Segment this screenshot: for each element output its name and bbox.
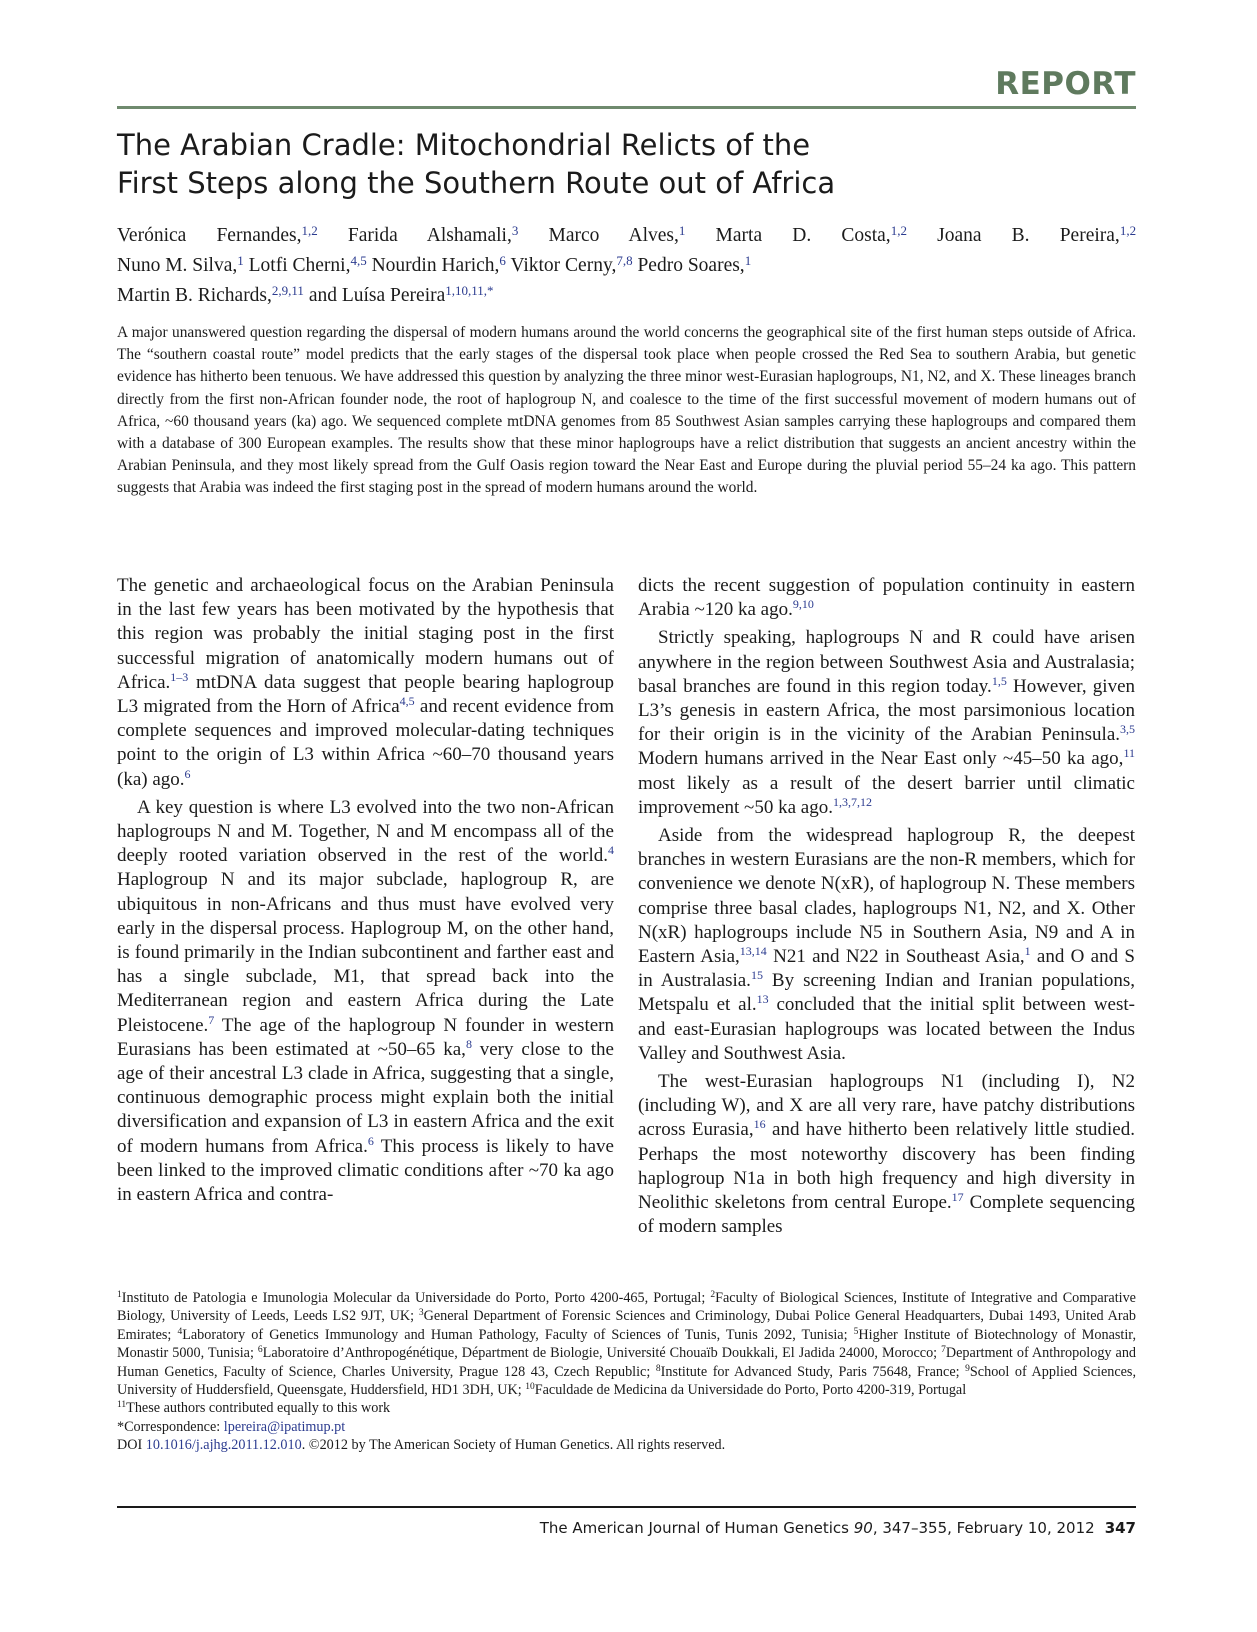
author: Marta D. Costa, [715, 225, 891, 246]
author-affiliation: 1 [678, 223, 686, 238]
citation-link[interactable]: 13 [756, 992, 769, 1007]
author: Farida Alshamali, [347, 225, 512, 246]
author-affiliation: 6 [499, 253, 506, 268]
citation-link[interactable]: 16 [753, 1117, 766, 1132]
author-line-3 [117, 278, 1136, 308]
title-line-1: The Arabian Cradle: Mitochondrial Relicts of the [117, 128, 811, 162]
citation-link[interactable]: 4 [608, 843, 614, 858]
body-column-left [117, 574, 614, 1207]
citation-link[interactable]: 15 [750, 968, 763, 983]
author-affiliation: 1,2 [301, 223, 318, 238]
author-affiliation: 3 [511, 223, 519, 238]
affiliations-note: $^1$Instituto de Patologia e Imunologia Molecular da Universidade do Porto, Porto 4200-465, Portugal; $^2$Faculty of Biological Sciences, Institute of Integrative and Comparative Biology, University of Leeds, Leeds LS2 9JT, UK; $^3$General Department of Forensic Sciences and Criminology, Dubai Police General Headquarters, Dubai 1493, United Arab Emirates; $^4$Laboratory of Genetics Immunology and Human Pathology, Faculty of Sciences of Tunis, Tunis 2092, Tunisia; $^5$Higher Institute of Biotechnology of Monastir, Monastir 5000, Tunisia; $^6$Laboratoire d’Anthropogénétique, Départment de Biologie, Université Chouaïb Doukkali, El Jadida 24000, Morocco; $^7$Department of Anthropology and Human Genetics, Faculty of Science, Charles University, Prague 128 43, Czech Republic; $^8$Institute for Advanced Study, Paris 75648, France; $^9$School of Applied Sciences, University of Huddersfield, Queensgate, Huddersfield, HD1 3DH, UK; $^{10}$Faculdade de Medicina da Universidade do Porto, Porto 4200-319, Portugal [117, 1290, 1137, 1399]
citation-link[interactable]: 4,5 [399, 694, 415, 709]
footnotes [117, 1289, 1136, 1455]
citation-link[interactable]: 17 [951, 1190, 964, 1205]
body-paragraph: Aside from the widespread haplogroup R, the deepest branches in western Eurasians are the non-R members, which for convenience we denote N(xR), of haplogroup N. These members comprise three basal clades, haplogroups N1, N2, and X. Other N(xR) haplogroups include N5 in Southern Asia, N9 and A in Eastern Asia,$^{13,14}$ N21 and N22 in Southeast Asia,$^1$ and O and S in Australasia.$^{15}$ By screening Indian and Iranian populations, Metspalu et al.$^{13}$ concluded that the initial split between west- and east-Eurasian haplogroups was located between the Indus Valley and Southwest Asia. [638, 825, 1135, 1064]
author-affiliation: 7,8 [616, 253, 633, 268]
doi-link[interactable]: 10.1016/j.ajhg.2011.12.010 [145, 1437, 302, 1454]
journal-volume: 90 [853, 1519, 873, 1537]
citation-link[interactable]: 6 [367, 1133, 374, 1148]
body-paragraph: The west-Eurasian haplogroups N1 (including I), N2 (including W), and X are all very rare, have patchy distributions across Eurasia,$^{16}$ and have hitherto been relatively little studied. Perhaps the most noteworthy discovery has been finding haplogroup N1a in both high frequency and high diversity in Neolithic skeletons from central Europe.$^{17}$ Complete sequencing of modern samples [638, 1071, 1135, 1238]
equal-contribution-note: $^{11}$These authors contributed equally to this work [117, 1400, 391, 1417]
citation-link[interactable]: 1,5 [991, 673, 1007, 688]
body-paragraph: The genetic and archaeological focus on the Arabian Peninsula in the last few years has been motivated by the hypothesis that this region was probably the initial staging post in the first successful migration of anatomically modern humans out of Africa.$^{1-3}$ mtDNA data suggest that people bearing haplogroup L3 migrated from the Horn of Africa$^{4,5}$ and recent evidence from complete sequences and improved molecular-dating techniques point to the origin of L3 within Africa ~60–70 thousand years (ka) ago.$^6$ [117, 575, 614, 790]
author-affiliation: 1 [744, 253, 752, 268]
author-affiliation: 1,10,11,* [445, 283, 494, 298]
author: Verónica Fernandes, [117, 225, 302, 246]
body-paragraph: A key question is where L3 evolved into the two non-African haplogroups N and M. Together, N and M encompass all of the deeply rooted variation observed in the rest of the world.$^4$ Haplogroup N and its major subclade, haplogroup R, are ubiquitous in non-Africans and thus must have evolved very early in the dispersal process. Haplogroup M, on the other hand, is found primarily in the Indian subcontinent and farther east and has a single subclade, M1, that spread back into the Mediterranean region and eastern Africa during the Late Pleistocene.$^7$ The age of the haplogroup N founder in western Eurasians has been estimated at ~50–65 ka,$^8$ very close to the age of their ancestral L3 clade in Africa, suggesting that a single, continuous demographic process might explain both the initial diversification and expansion of L3 in eastern Africa and the exit of modern humans from Africa.$^6$ This process is likely to have been linked to the improved climatic conditions after ~70 ka ago in eastern Africa and contra- [117, 796, 614, 1206]
body-paragraph: dicts the recent suggestion of population continuity in eastern Arabia ~120 ka ago.$^{9,10}$ [638, 575, 1135, 621]
journal-name: The American Journal of Human Genetics [539, 1519, 854, 1537]
abstract: A major unanswered question regarding the dispersal of modern humans around the world concerns the geographical site of the first human steps outside of Africa. The “southern coastal route” model predicts that the early stages of the dispersal took place when people crossed the Red Sea to southern Arabia, but genetic evidence has hitherto been tenuous. We have addressed this question by analyzing the three minor west-Eurasian haplogroups, N1, N2, and X. These lineages branch directly from the first non-African founder node, the root of haplogroup N, and coalesce to the time of the first successful movement of modern humans out of Africa, ~60 thousand years (ka) ago. We sequenced complete mtDNA genomes from 85 Southwest Asian samples carrying these haplogroups and compared them with a database of 300 European examples. The results show that these minor haplogroups have a relict distribution that suggests an ancient ancestry within the Arabian Peninsula, and they most likely spread from the Gulf Oasis region toward the Near East and Europe during the pluvial period 55–24 ka ago. This pattern suggests that Arabia was indeed the first staging post in the spread of modern humans around the world. [117, 324, 1136, 497]
citation-link[interactable]: 6 [184, 766, 191, 781]
author: Pedro Soares, [637, 255, 745, 276]
citation-link[interactable]: 3,5 [1120, 722, 1135, 737]
doi-note: DOI 10.1016/j.ajhg.2011.12.010. ©2012 by The American Society of Human Genetics. All rights reserved. [117, 1437, 726, 1454]
author: and Luísa Pereira [308, 285, 446, 306]
header-rule [117, 106, 1136, 109]
correspondence-email-link[interactable]: lpereira@ipatimup.pt [223, 1418, 346, 1435]
author: Joana B. Pereira, [937, 225, 1120, 246]
body-column-right [638, 574, 1135, 1239]
author-affiliation: 4,5 [350, 253, 367, 268]
author: Nourdin Harich, [371, 255, 500, 276]
author-list [117, 218, 1136, 308]
title-line-2: First Steps along the Southern Route out of Africa [117, 166, 836, 200]
citation-link[interactable]: 1–3 [170, 669, 189, 684]
author-line-2 [117, 248, 1136, 278]
author: Marco Alves, [548, 225, 679, 246]
author-affiliation: 2,9,11 [271, 283, 304, 298]
citation-link[interactable]: 7 [208, 1012, 215, 1027]
author: Nuno M. Silva, [117, 255, 238, 276]
body-paragraph: Strictly speaking, haplogroups N and R could have arisen anywhere in the region between Southwest Asia and Australasia; basal branches are found in this region today.$^{1,5}$ However, given L3’s genesis in eastern Africa, the most parsimonious location for their origin is in the vicinity of the Arabian Peninsula.$^{3,5}$ Modern humans arrived in the Near East only ~45–50 ka ago,$^{11}$ most likely as a result of the desert barrier until climatic improvement ~50 ka ago.$^{1,3,7,12}$ [638, 627, 1136, 818]
page-footer [540, 1519, 1136, 1537]
author: Viktor Cerny, [510, 255, 617, 276]
author-affiliation: 1 [237, 253, 244, 268]
author: Lotfi Cherni, [248, 255, 351, 276]
citation-link[interactable]: 9,10 [792, 597, 814, 612]
author-line-1 [117, 218, 1136, 248]
article-title [117, 126, 1136, 202]
citation-link[interactable]: 8 [465, 1036, 472, 1051]
page-number: 347 [1104, 1519, 1136, 1537]
author: Martin B. Richards, [117, 285, 272, 306]
citation-link[interactable]: 1 [1024, 944, 1031, 959]
citation-link[interactable]: 13,14 [739, 944, 767, 959]
footer-rule [117, 1506, 1136, 1508]
author-affiliation: 1,2 [890, 223, 907, 238]
section-label: REPORT [995, 66, 1136, 102]
citation-link[interactable]: 11 [1123, 746, 1135, 761]
correspondence-note: *Correspondence: lpereira@ipatimup.pt [117, 1418, 346, 1435]
citation-link[interactable]: 1,3,7,12 [832, 794, 872, 809]
journal-pages-date: , 347–355, February 10, 2012 [872, 1519, 1095, 1537]
author-affiliation: 1,2 [1119, 223, 1137, 238]
